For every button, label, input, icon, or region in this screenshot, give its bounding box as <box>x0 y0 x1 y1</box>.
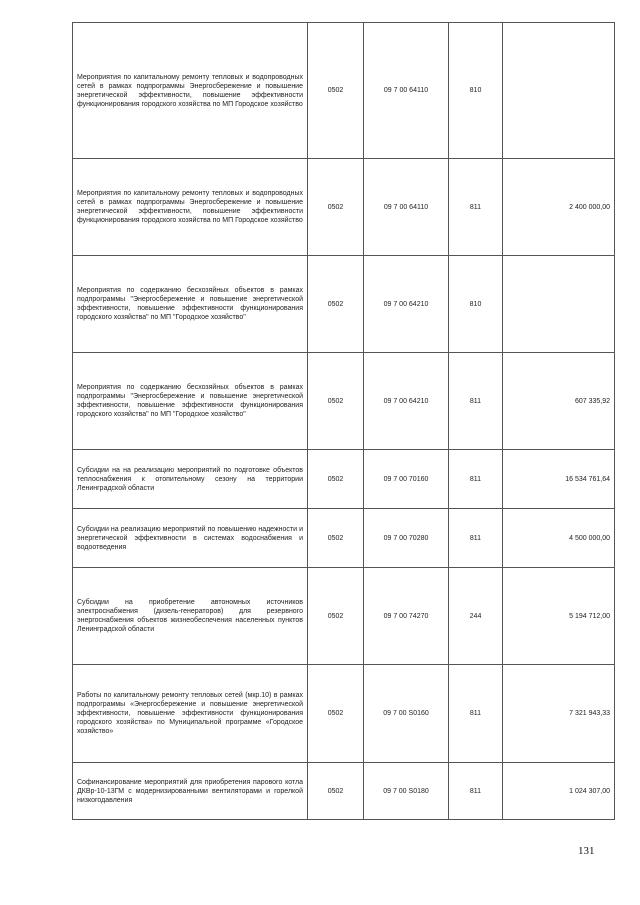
section-code-cell: 0502 <box>308 665 364 763</box>
table-row <box>73 509 615 568</box>
amount-cell: 5 194 712,00 <box>503 568 615 665</box>
table-row <box>73 665 615 763</box>
expense-name-cell: Работы по капитальному ремонту тепловых сетей (мкр.10) в рамках подпрограммы «Энергосбережение и повышение энергетической эффективности, повышение эффективности функционирования городского хозяйства» по Муниципальной программе «Городское хозяйство» <box>73 665 308 763</box>
expense-name-cell: Мероприятия по капитальному ремонту тепловых и водопроводных сетей в рамках подпрограммы Энергосбережение и повышение энергетической эффективности, повышение эффективности функционирования городского хозяйства по МП Городское хозяйство <box>73 159 308 256</box>
target-article-cell: 09 7 00 70280 <box>364 509 449 568</box>
amount-cell: 2 400 000,00 <box>503 159 615 256</box>
table-row <box>73 23 615 159</box>
expense-type-cell: 811 <box>449 509 503 568</box>
section-code-cell: 0502 <box>308 763 364 820</box>
section-code-cell: 0502 <box>308 509 364 568</box>
section-code-cell: 0502 <box>308 568 364 665</box>
expense-name-cell: Субсидии на приобретение автономных источников электроснабжения (дизель-генераторов) для резервного энергоснабжения объектов жизнеобеспечения населенных пунктов Ленинградской области <box>73 568 308 665</box>
expense-type-cell: 811 <box>449 353 503 450</box>
amount-cell: 16 534 761,64 <box>503 450 615 509</box>
expense-type-cell: 811 <box>449 159 503 256</box>
expense-type-cell: 810 <box>449 256 503 353</box>
table-row <box>73 256 615 353</box>
section-code-cell: 0502 <box>308 23 364 159</box>
amount-cell <box>503 256 615 353</box>
expense-name-cell: Мероприятия по содержанию бесхозяйных объектов в рамках подпрограммы "Энергосбережение и повышение энергетической эффективности, повышение эффективности функционирования городского хозяйства" по МП "Городское хозяйство" <box>73 256 308 353</box>
table-row <box>73 763 615 820</box>
target-article-cell: 09 7 00 64210 <box>364 256 449 353</box>
target-article-cell: 09 7 00 64210 <box>364 353 449 450</box>
expense-type-cell: 244 <box>449 568 503 665</box>
expense-name-cell: Софинансирование мероприятий для приобретения парового котла ДКВр-10-13ГМ с модернизированными вентиляторами и горелкой низкогодавления <box>73 763 308 820</box>
expense-name-cell: Мероприятия по капитальному ремонту тепловых и водопроводных сетей в рамках подпрограммы Энергосбережение и повышение энергетической эффективности, повышение эффективности функционирования городского хозяйства по МП Городское хозяйство <box>73 23 308 159</box>
expense-name-cell: Мероприятия по содержанию бесхозяйных объектов в рамках подпрограммы "Энергосбережение и повышение энергетической эффективности, повышение эффективности функционирования городского хозяйства" по МП "Городское хозяйство" <box>73 353 308 450</box>
expense-name-cell: Субсидии на реализацию мероприятий по повышению надежности и энергетической эффективности в системах водоснабжения и водоотведения <box>73 509 308 568</box>
amount-cell: 607 335,92 <box>503 353 615 450</box>
amount-cell: 4 500 000,00 <box>503 509 615 568</box>
budget-table-page <box>72 22 610 820</box>
target-article-cell: 09 7 00 74270 <box>364 568 449 665</box>
amount-cell <box>503 23 615 159</box>
table-row <box>73 450 615 509</box>
section-code-cell: 0502 <box>308 353 364 450</box>
section-code-cell: 0502 <box>308 450 364 509</box>
page-number: 131 <box>578 845 595 857</box>
target-article-cell: 09 7 00 S0180 <box>364 763 449 820</box>
expense-type-cell: 811 <box>449 763 503 820</box>
amount-cell: 7 321 943,33 <box>503 665 615 763</box>
target-article-cell: 09 7 00 64110 <box>364 159 449 256</box>
expense-name-cell: Субсидии на на реализацию мероприятий по подготовке объектов теплоснабжения к отопительному сезону на территории Ленинградской области <box>73 450 308 509</box>
expense-type-cell: 811 <box>449 665 503 763</box>
target-article-cell: 09 7 00 70160 <box>364 450 449 509</box>
expense-type-cell: 810 <box>449 23 503 159</box>
expense-type-cell: 811 <box>449 450 503 509</box>
budget-table <box>72 22 615 820</box>
target-article-cell: 09 7 00 S0160 <box>364 665 449 763</box>
table-row <box>73 568 615 665</box>
table-row <box>73 159 615 256</box>
amount-cell: 1 024 307,00 <box>503 763 615 820</box>
section-code-cell: 0502 <box>308 159 364 256</box>
section-code-cell: 0502 <box>308 256 364 353</box>
target-article-cell: 09 7 00 64110 <box>364 23 449 159</box>
table-row <box>73 353 615 450</box>
